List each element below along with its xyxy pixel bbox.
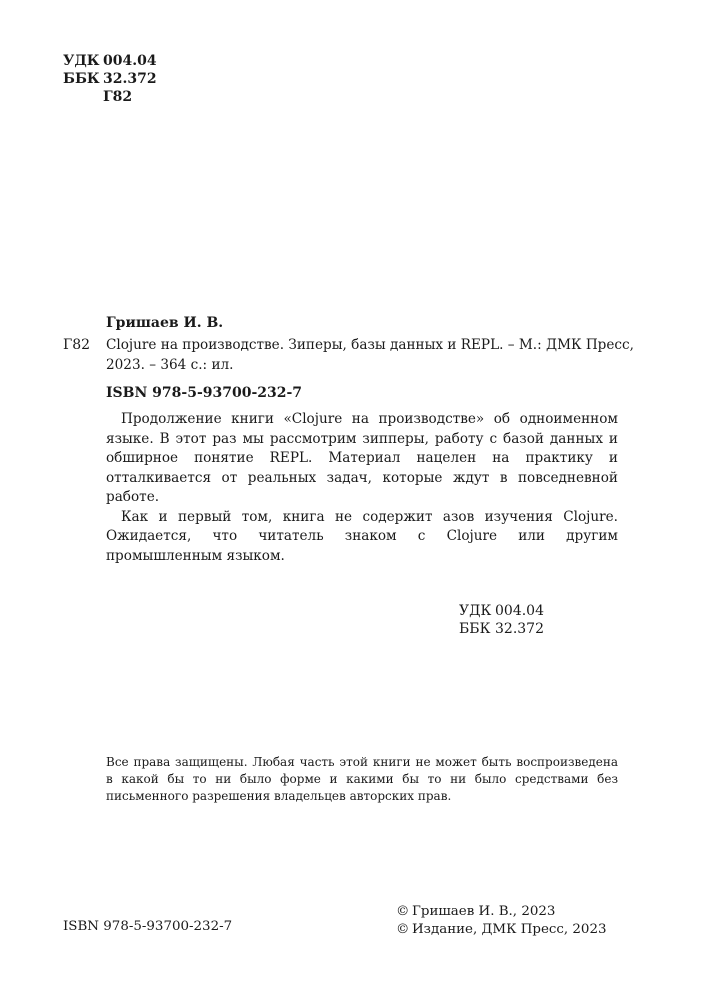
udk-value: 004.04 bbox=[103, 53, 157, 69]
copyright-icon: © bbox=[396, 922, 410, 937]
bbk-label: ББК bbox=[63, 71, 100, 87]
copyright-publisher: Издание, ДМК Пресс, 2023 bbox=[412, 922, 607, 937]
author-mark-header: Г82 bbox=[103, 89, 133, 105]
udk-label: УДК bbox=[63, 53, 100, 69]
entry-author: Гришаев И. В. bbox=[106, 315, 224, 331]
annotation-paragraph-1: Продолжение книги «Clojure на производстве» об одноименном языке. В этот раз мы рассмотрим зипперы, работу с базой данных и обширное понятие REPL. Материал нацелен на практику и отталкивается от реальных задач, которые ждут в повседневной работе. bbox=[106, 411, 618, 505]
bbk-block-value: 32.372 bbox=[495, 621, 544, 637]
bbk-value: 32.372 bbox=[103, 71, 157, 87]
copyright-author: Гришаев И. В., 2023 bbox=[412, 904, 556, 919]
entry-title-line2: 2023. – 364 с.: ил. bbox=[106, 357, 234, 373]
bbk-block-label: ББК bbox=[459, 621, 491, 637]
entry-title-line1: Clojure на производстве. Зиперы, базы данных и REPL. – М.: ДМК Пресс, bbox=[106, 337, 634, 353]
udk-block-value: 004.04 bbox=[495, 603, 544, 619]
footer-isbn: ISBN 978-5-93700-232-7 bbox=[63, 919, 233, 934]
bbk-block bbox=[459, 620, 544, 638]
rights-notice: Все права защищены. Любая часть этой книги не может быть воспроизведена в какой бы то ни было форме и какими бы то ни было средствами без письменного разрешения владельцев авторских прав. bbox=[106, 755, 618, 803]
udk-block-label: УДК bbox=[459, 603, 492, 619]
annotation bbox=[106, 410, 618, 566]
copyright-publisher-line bbox=[396, 921, 606, 939]
entry-mark: Г82 bbox=[63, 337, 91, 353]
annotation-paragraph-2: Как и первый том, книга не содержит азов изучения Clojure. Ожидается, что читатель знаком с Clojure или другим промышленным языком. bbox=[106, 508, 618, 564]
entry-isbn: ISBN 978-5-93700-232-7 bbox=[106, 385, 303, 401]
udk-block bbox=[459, 602, 544, 620]
copyright-author-line bbox=[396, 903, 555, 921]
copyright-icon: © bbox=[396, 904, 410, 919]
